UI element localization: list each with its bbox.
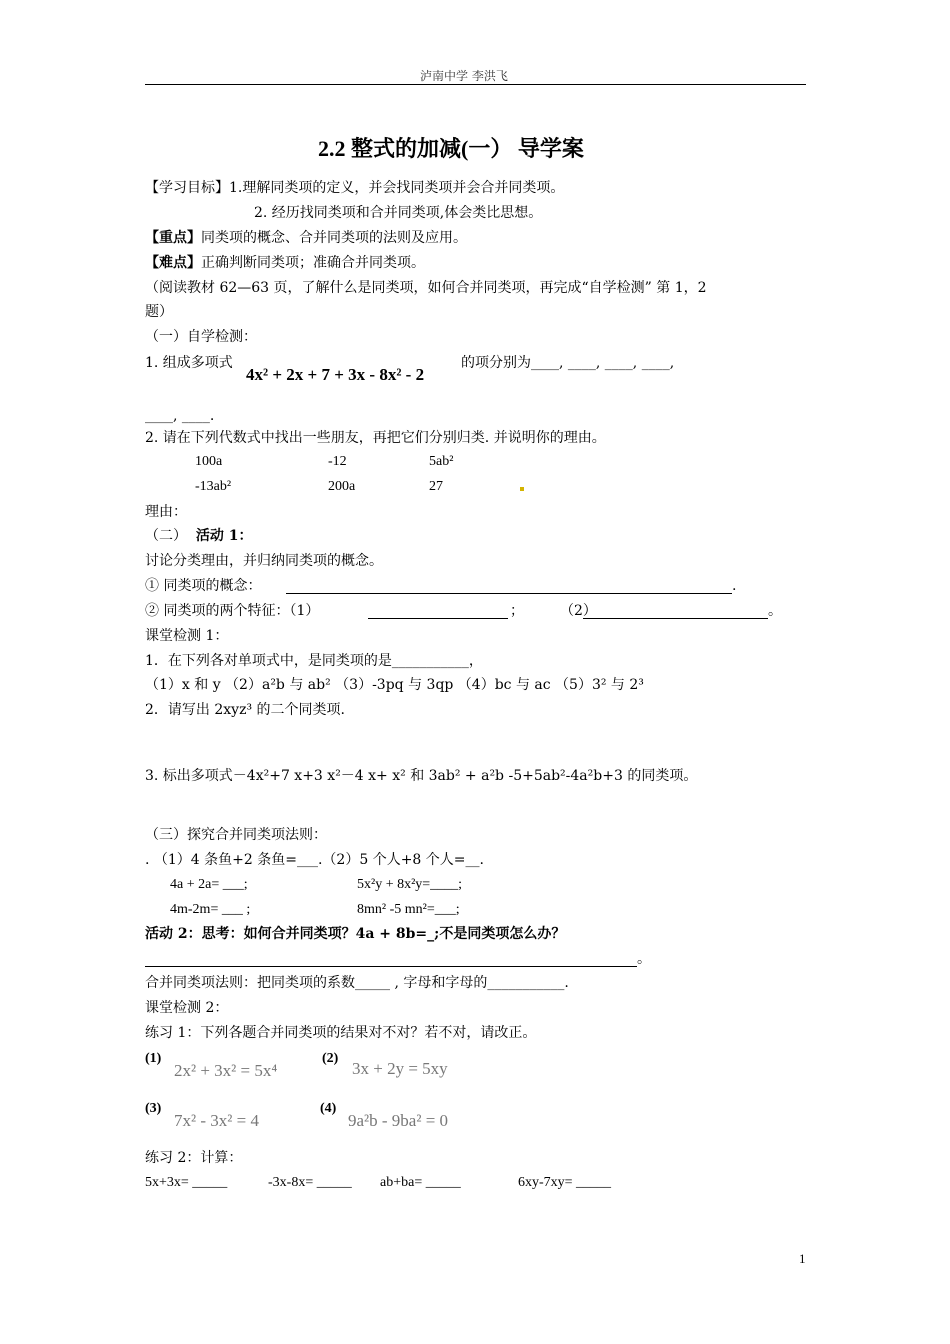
term-neg13ab2: -13ab²	[195, 479, 232, 494]
key-point-label: 【重点】	[145, 230, 201, 246]
calc-3: ab+ba= _____	[380, 1175, 461, 1190]
check1-q1-options: （1）x 和 y （2）a²b 与 ab² （3）-3pq 与 3qp （4）bc 与 ac （5）3² 与 2³	[145, 677, 644, 693]
activity1-label: 活动 1：	[195, 528, 253, 544]
activity2-text: 活动 2：思考：如何合并同类项？4a + 8b=_;不是同类项怎么办？	[145, 926, 566, 942]
activity2-end: 。	[637, 951, 651, 967]
term-neg12: -12	[328, 454, 347, 469]
exercise-8mn2: 8mn² -5 mn²=___;	[357, 902, 460, 917]
page-header: 泸南中学 李洪飞	[420, 69, 508, 83]
header-rule	[145, 84, 806, 85]
term-200a: 200a	[328, 479, 356, 494]
problem2-label: (2)	[322, 1051, 339, 1066]
section3-heading: （三）探究合并同类项法则：	[145, 827, 327, 843]
feature2-blank[interactable]	[583, 618, 768, 619]
calc-2: -3x-8x= _____	[268, 1175, 352, 1190]
section2-heading	[145, 527, 253, 545]
q2-text: 2. 请在下列代数式中找出一些朋友，再把它们分别归类. 并说明你的理由。	[145, 430, 606, 446]
check1-q1: 1．在下列各对单项式中，是同类项的是___________，	[145, 653, 483, 669]
goals-label: 【学习目标】	[145, 180, 229, 196]
term-27: 27	[429, 479, 443, 494]
features-2-label: （2）	[560, 603, 597, 619]
reason-label: 理由：	[145, 504, 187, 520]
section3-line1: . （1）4 条鱼+2 条鱼=___.（2）5 个人+8 个人=__.	[145, 852, 484, 868]
merge-rule: 合并同类项法则：把同类项的系数_____ , 字母和字母的___________.	[145, 975, 569, 991]
problem3-expr: 7x² - 3x² = 4	[174, 1111, 259, 1130]
exercise2-heading: 练习 2：计算：	[145, 1150, 243, 1166]
problem2-expr: 3x + 2y = 5xy	[352, 1059, 448, 1078]
section2-number: （二）	[145, 528, 187, 544]
check1-q2: 2．请写出 2xyz³ 的二个同类项.	[145, 702, 345, 718]
discuss-text: 讨论分类理由，并归纳同类项的概念。	[145, 553, 383, 569]
reading-note-line2: 题）	[145, 304, 173, 320]
key-point-text: 同类项的概念、合并同类项的法则及应用。	[201, 230, 467, 246]
features-mid: ；	[510, 603, 524, 619]
problem1-label: (1)	[145, 1051, 162, 1066]
concept-blank[interactable]	[286, 593, 732, 594]
problem4-expr: 9a²b - 9ba² = 0	[348, 1111, 449, 1130]
q1-line2: ____, ____.	[145, 408, 215, 424]
check1-heading: 课堂检测 1：	[145, 628, 229, 644]
difficulty-text: 正确判断同类项；准确合并同类项。	[201, 255, 425, 271]
marker-dot	[520, 487, 524, 491]
exercise-4m-2m: 4m-2m= ___ ;	[170, 902, 251, 917]
q1-suffix: 的项分别为____, ____, ____, ____,	[461, 355, 675, 371]
difficulty	[145, 254, 425, 272]
problem3-label: (3)	[145, 1101, 162, 1116]
term-5ab2: 5ab²	[429, 454, 454, 469]
problem1-expr: 2x² + 3x² = 5x⁴	[174, 1061, 278, 1080]
calc-1: 5x+3x= _____	[145, 1175, 228, 1190]
goal-2: 2. 经历找同类项和合并同类项,体会类比思想。	[254, 205, 543, 221]
exercise-5x2y: 5x²y + 8x²y=____;	[357, 877, 463, 892]
key-point	[145, 229, 467, 247]
page-title: 2.2 整式的加减(一） 导学案	[318, 136, 584, 161]
problem4-label: (4)	[320, 1101, 337, 1116]
goals-line1	[145, 179, 564, 197]
features-label: ② 同类项的两个特征：（1）	[145, 603, 320, 619]
activity2-blank[interactable]	[145, 966, 637, 967]
page-number: 1	[799, 1251, 806, 1266]
section1-heading: （一）自学检测：	[145, 329, 257, 345]
feature1-blank[interactable]	[368, 618, 508, 619]
difficulty-label: 【难点】	[145, 255, 201, 271]
exercise1-heading: 练习 1：下列各题合并同类项的结果对不对？若不对，请改正。	[145, 1025, 537, 1041]
q1-expression: 4x² + 2x + 7 + 3x - 8x² - 2	[246, 365, 425, 384]
exercise-4a-2a: 4a + 2a= ___;	[170, 877, 248, 892]
concept-end: .	[732, 578, 737, 594]
concept-label: ① 同类项的概念：	[145, 578, 262, 594]
goal-1: 1.理解同类项的定义，并会找同类项并会合并同类项。	[229, 180, 565, 196]
q1-prefix: 1. 组成多项式	[145, 355, 233, 371]
term-100a: 100a	[195, 454, 223, 469]
check1-q3: 3. 标出多项式－4x²+7 x+3 x²－4 x+ x² 和 3ab² + a²b -5+5ab²-4a²b+3 的同类项。	[145, 768, 698, 784]
reading-note-line1: （阅读教材 62—63 页，了解什么是同类项，如何合并同类项，再完成“自学检测” 第 1，2	[145, 280, 707, 296]
calc-4: 6xy-7xy= _____	[518, 1175, 612, 1190]
check2-heading: 课堂检测 2：	[145, 1000, 229, 1016]
features-end: 。	[768, 603, 782, 619]
